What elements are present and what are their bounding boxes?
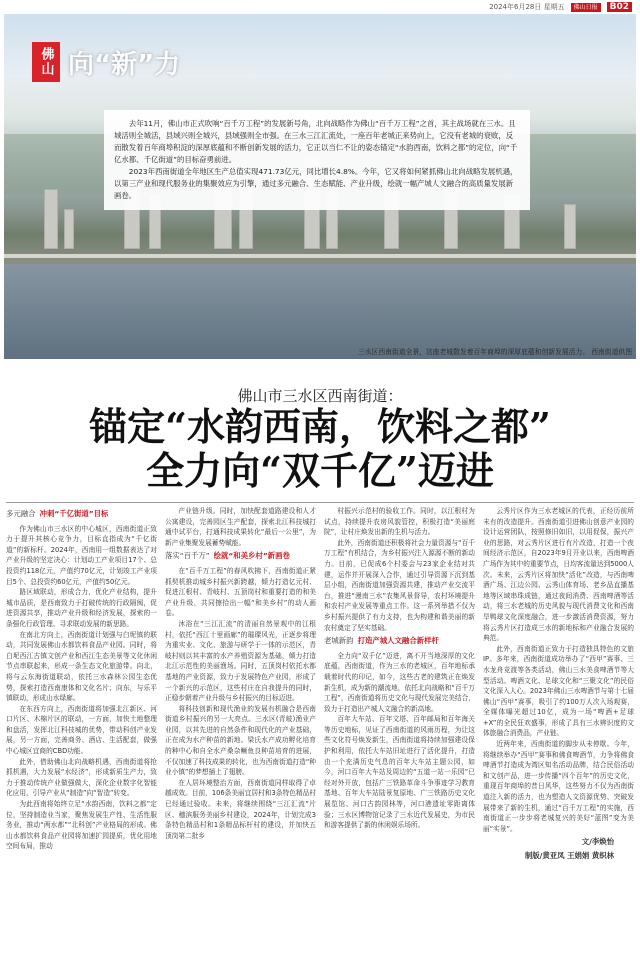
section-heading [6, 509, 157, 520]
paragraph: 在东西方向上，西南街道将加强北江新区、河口片区、木棉片区的联动，一方面，加快土地整理和盘活，发挥北江科技城的优势，带动科创产业发展，另一方面，完善商务、酒店、生活配套，做强中心城区宜商的CBD功能。 [6, 704, 157, 756]
section-title: 绘就“和美乡村”新画卷 [213, 551, 290, 561]
section-kicker: 老城新韵 [324, 636, 354, 646]
intro-paragraph: 2023年西南街道全年地区生产总值实现471.73亿元，同比增长4.8%。今年，它又将如何紧抓佛山北向战略发展机遇，以第三产业和现代服务业的集聚效应为引擎，通过多元融合、生态赋能、产业升级，绘就一幅产城人文融合的高质量发展新画卷。 [114, 167, 518, 200]
building-shape [564, 204, 576, 249]
paragraph: 近两年来，西南街道的脚步从未停歇。今年，将继续举办“西甲”赛事和佛食啤酒节，力争将佛食啤酒节打造成为湾区知名活动品牌，结合民俗活动和文创产品，进一步传播“四个百年”的历史文化，重现百年商埠的昔日风华，这些努力不仅为西南街道注入新的活力，也为塑造人文资源优势、突破发展带来了新的生机，通过“百千万工程”的实施，西南街道正一步步将老城复兴的美好“蓝图”变为美丽“实景”。 [483, 740, 634, 833]
section-kicker: 落实“百千万” [165, 551, 210, 561]
divider [6, 502, 634, 503]
column-3 [324, 506, 475, 956]
building-shape [64, 209, 74, 249]
paragraph: 产业链升级。同时，加快配套道路建设和人才公寓建设，完善园区生产配套，探索北江科技城打通中试平台，打通科技成果转化“最后一公里”，为新产业集聚发展蓄势赋能。 [165, 507, 316, 547]
paragraph: 在人居环境整治方面，西南街道同样取得了卓越成效。目前，106条美丽宜居村和3条特色精品村已经通过验收。未来，将继续围绕“三江汇流”片区、穗滨服务美丽乡村建设，2024年，计划完成3条特色精品村和1条精品标杆村的建设，并加快五顶岗第二批乡 [165, 778, 316, 840]
issue-date: 2024年6月28日 星期五 [489, 3, 565, 11]
headline-line: 锚定“水韵西南，饮料之都” [89, 404, 551, 449]
paragraph: 此外，西南街道还积极将社会力量资源与“百千万工程”有机结合，为乡村振兴注入源源不断的新动力。目前，已促成6个村委会与23家企业结对共建，运作并开展深入合作，通过引导资源下沉到基层小组，西南街道加强资源共建，推动产业交流平台，推进“漫南三水”农集风景督导，农村环境提升和农村产业发展等重点工作。这一系列举措不仅为乡村振兴提供了有力支持，也为构建和谐美丽的新农村奠定了坚实基础。 [324, 538, 475, 632]
headline-line: 全力向“双千亿”迈进 [146, 448, 494, 493]
building-shape [44, 189, 58, 249]
paragraph: 沐浴在“三江汇流”的清丽自然景观中的江根村，依托“西江十里画廊”的璀璨风光，正逐步将理为重实业、文化、旅游与研学于一体的示范区，青岐村则以其丰富的水产养殖资源为基础，倾力打造北江示范性的美丽渔场。同时，五顶岗村依托水都基地的产业资源，致力于发展特色产业园，形成了一个新兴的示范区，这些村庄在自我提升的同时，正稳步朝着产业升级与乡村振兴的目标迈进。 [165, 619, 316, 703]
headline [0, 405, 640, 493]
section-heading [324, 636, 475, 647]
page-number: B02 [607, 2, 632, 12]
subheadline: 佛山市三水区西南街道： [237, 387, 403, 405]
layout-credit: 制版/黄亚凤 王娟娟 黄织林 [524, 851, 614, 861]
paragraph: 为此西南将始终立足“水韵西南，饮料之都”定位，坚持制造业当家，聚焦发展生产性、生活性服务业，推动“两水都”“北科创”产业格局的形成。佛山水都饮料食品产业园将加速扩园提质，优化用地空间布局，推动 [6, 800, 157, 851]
paragraph: 此外，西南街道正致力于打造独具特色的文旅IP。多年来，西南街道成功举办了“西甲”赛事、三水龙舟竞渡等各类活动，佛山三水美食啤酒节等大型活动。啤酒文化、足球文化和“三聚文化”的民俗文化深入人心。2023年佛山三水啤酒节与第十七届佛山“西甲”赛事，吸引了约100万人次入场观赛，全媒体曝光超过10亿，成为一场“啤酒+足球+X”的全民狂欢盛事，形成了具有三水辨识度的文体旅融合消费品，产业链。 [483, 644, 634, 738]
hero-photo [4, 14, 636, 359]
paragraph: 路区域联动，形成合力，优化产业结构，提升城市品质，是西南致力于打破传统的行政隔阂，促进资源共享，推动产业升级和经济发展，探索的一条强化行政管理、寻求联动发展的新思路。 [6, 588, 157, 628]
column-1 [6, 506, 157, 956]
paragraph: 百年大车站、百年文塔、百年邮局和百年海关等历史地标，见证了西南街道的风雨历程，为让这些文化符号焕发新生，西南街道将持续加强建设保护和利用，依托大车站旧址进行了活化提升，打造由一个充满历史气息的百年大车站主题公园，如今，河口百年大车站及周边的“五道一站一乐园”已经对外开放，包括广三铁路革命斗争事迹学习教育基地、百年大车站陆景复原地、广三铁路历史文化展览馆、河口古韵园林等，河口港遗址零距离体验；三水区博物馆记录了三水近代发展史，为市民和游客提供了新的休闲娱乐场所。 [324, 715, 475, 830]
section-city: 佛山 [32, 42, 60, 82]
newspaper-logo: 佛山日报 [571, 3, 601, 12]
paragraph: 全力向“双千亿”迈进，离不开当地深厚的文化底蕴，西南街道，作为三水的老城区，百年地标承载着时代的印记，如今，这些古老的建筑正在焕发新生机，成为新的潮流地，依托北向战略和“百千万工程”，西南街道将历史文化与现代发展完美结合，致力于打造出产城人文融合的新高地。 [324, 651, 475, 713]
byline: 文/李焕怡 [581, 837, 614, 847]
paragraph: 村振兴示范村的验收工作。同时，以江根村为试点，持续提升农房风貌管控，积极打造“美丽庭院”，让村庄焕发出新的生机与活力。 [324, 507, 475, 537]
intro-paragraph: 去年11月，佛山市正式吹响“百千万工程”的发展新号角，北向战略作为佛山“百千万工程”之首，其主战场就在三水。且城活则全城活，县域兴则全城兴，县域强则全市强。在三水三江汇流处，一座百年老城正来势向上，它没有老城的衰败，反而散发着百年商埠积淀的深厚底蕴和不断创新发展的活力，它正以当仁不让的姿态锚定“水韵西南，饮料之都”的定位，向“千亿水都、千亿街道”的目标奋勇前进。 [114, 119, 518, 164]
section-kicker: 多元融合 [6, 509, 36, 518]
river-water [4, 264, 636, 359]
section-title: 打造产城人文融合新样杆 [357, 636, 439, 646]
section-title: 冲刺“千亿街道”目标 [39, 509, 109, 518]
masthead [0, 0, 640, 14]
paragraph: 在南北方向上，西南街道计划强与白坭镇的联动，共同发展佛山水都饮料食品产业园。同时，将白坭西江古镇文创产业和西江生态美景等文化休闲节点串联起来，形成一条生态文化旅游带。向北，将与云东海街道联动，依托三水森林公园生态优势，探索打造西南康体和文化名片；向东，与乐平镇联动，形成山水绿廊。 [6, 630, 157, 703]
paragraph: 此外，借助佛山北向战略机遇，西南街道将抢抓机遇，大力发展“水经济”，形成新质生产力，致力于推动传统产业做强做大，深化企业数字化智能化应用，引导产业从“制造”向“智造”转变。 [6, 757, 157, 798]
intro-box [104, 110, 530, 210]
article-body [6, 506, 634, 956]
photo-caption: 三水区西南街道全景，这座老城散发着百年商埠的深厚底蕴和创新发展活力。 西南街道供图 [357, 348, 632, 356]
column-4 [483, 506, 634, 956]
section-tag [32, 42, 180, 82]
section-heading [165, 551, 316, 562]
column-2 [165, 506, 316, 956]
paragraph: 在“百千万工程”的春风吹拂下，西南街道正紧抓契机推动城乡村振兴新跨越，倾力打造亿元村、促进江根村、青岐村、五顶岗村和重要打造的和美产业升级，共同擦拾出一幅“和美乡村”的动人画卷。 [165, 566, 316, 618]
paragraph: 将科技创新和现代渔业的发展有机融合是西南街道乡村振兴的另一大亮点。三水区(青岐)渔业产业园，以其先进的自然条件和现代化的产业基础，正在成为水产种苗的新地。梁氏水产成功孵化培育的种中心和自全水产桑杂鳜鱼良种苗培育的进展，不仅加速了科技成果的转化，也为西南街道打造“种业小镇”的梦想插上了翅膀。 [165, 704, 316, 777]
paragraph: 作为佛山市三水区的中心城区，西南街道正致力于提升其核心竞争力，目标直指成为“千亿街道”的新标杆。2024年，西南用一组数据表达了对产业升级的坚定决心：计划动工产业项目17个、总投资约118亿元，产值约70亿元，计划竣工产业项目5个、总投资约60亿元，产值约50亿元。 [6, 524, 157, 586]
section-title: 向“新”力 [68, 49, 181, 80]
bridge-shape [4, 254, 636, 258]
paragraph: 云秀片区作为三水老城区的代表，正经历前所未有的改造提升。西南街道引进佛山创意产业园的设计运营团队，按照修旧如旧，以用促保，振兴产业的思路，对云秀片区进行有片改造，打造一个夜间经济示范区，自2023年9月开业以来，西南啤酒广场作为其中的重要节点，日均客流量达到5000人次。未来，云秀片区将加快“活化”改造，与西南啤酒广场、江边公园、云秀山体育场、老乡品直播基地等区域串珠成链，通过夜间消费、西南啤酒等活动，将三水老城的历史风貌与现代消费文化和西南旱鸭球文化深度融合，进一步激活消费资源，努力将云秀片区打造成三水的新地标和产业融合发展的典范。 [483, 507, 634, 643]
